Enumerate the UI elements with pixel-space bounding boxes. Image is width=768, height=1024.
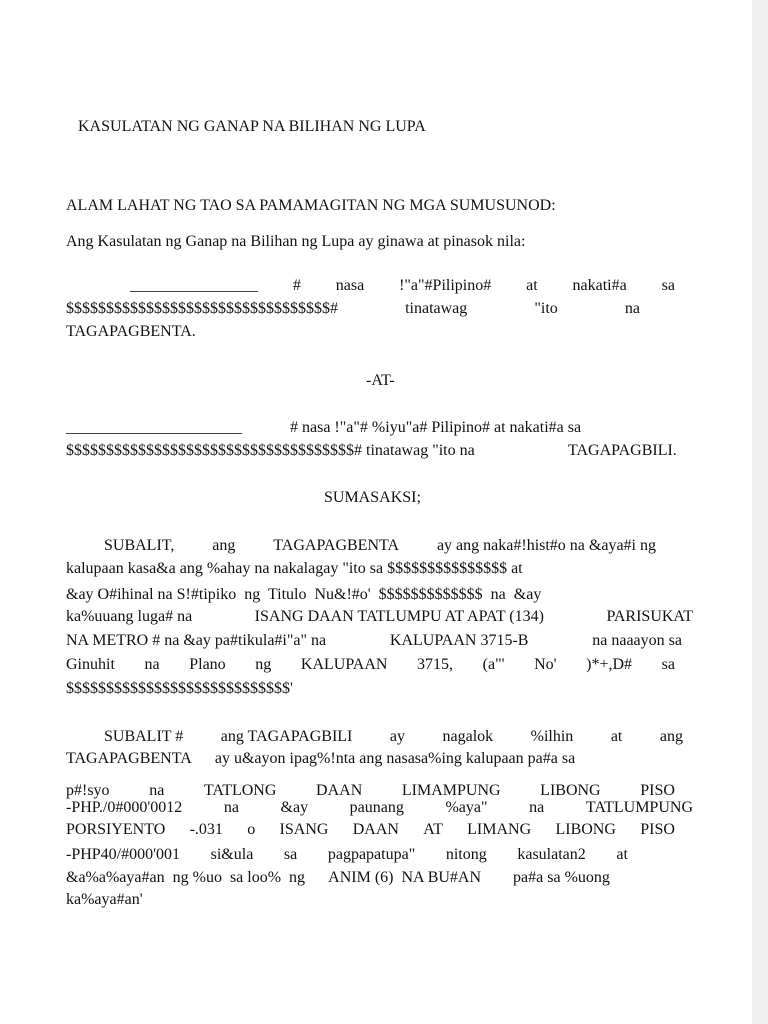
para1-line4: ka%uuang luga# na ISANG DAAN TATLUMPU AT APAT (134) PARISUKAT [66, 608, 693, 625]
party1-line1: ________________ # nasa !"a"#Pilipino# at nakati#a sa [130, 277, 675, 294]
para1-line1: SUBALIT, ang TAGAPAGBENTA ay ang naka#!hist#o na &aya#i ng [104, 537, 656, 554]
para2-line7: &a%a%aya#an ng %uo sa loo% ng ANIM (6) NA BU#AN pa#a sa %uong [66, 869, 610, 886]
para2-line5: PORSIYENTO -.031 o ISANG DAAN AT LIMANG LIBONG PISO [66, 821, 675, 838]
para2-line1: SUBALIT # ang TAGAPAGBILI ay nagalok %ilhin at ang [104, 728, 683, 745]
para2-line8: ka%aya#an' [66, 891, 143, 908]
document-title: KASULATAN NG GANAP NA BILIHAN NG LUPA [78, 118, 426, 135]
sumasaksi-heading: SUMASAKSI; [324, 489, 421, 506]
at-separator: -AT- [366, 372, 395, 389]
para1-line2: kalupaan kasa&a ang %ahay na nakalagay "ito sa $$$$$$$$$$$$$$$ at [66, 560, 523, 577]
party1-role: TAGAPAGBENTA. [66, 323, 196, 340]
party2-line2: $$$$$$$$$$$$$$$$$$$$$$$$$$$$$$$$$$$$# tinatawag "ito na [66, 442, 475, 459]
party2-line1: # nasa !"a"# %iyu"a# Pilipino# at nakati#a sa [290, 419, 582, 436]
para2-line4: -PHP./0#000'0012 na &ay paunang %aya" na TATLUMPUNG [66, 799, 693, 816]
party1-blank: ________________ [130, 277, 258, 294]
intro-line: Ang Kasulatan ng Ganap na Bilihan ng Lupa ay ginawa at pinasok nila: [66, 233, 526, 250]
para1-line6: Ginuhit na Plano ng KALUPAAN 3715, (a"' No' )*+,D# sa [66, 656, 675, 673]
intro-heading: ALAM LAHAT NG TAO SA PAMAMAGITAN NG MGA SUMUSUNOD: [66, 197, 556, 214]
party1-line2: $$$$$$$$$$$$$$$$$$$$$$$$$$$$$$$$$# tinatawag "ito na [66, 300, 640, 317]
para2-line2: TAGAPAGBENTA ay u&ayon ipag%!nta ang nasasa%ing kalupaan pa#a sa [66, 750, 576, 767]
party2-role: TAGAPAGBILI. [568, 442, 677, 459]
para2-line3: p#!syo na TATLONG DAAN LIMAMPUNG LIBONG PISO [66, 782, 675, 799]
para1-line7: $$$$$$$$$$$$$$$$$$$$$$$$$$$$' [66, 680, 293, 697]
scrollbar-track[interactable] [752, 0, 768, 1024]
para1-line3: &ay O#ihinal na S!#tipiko ng Titulo Nu&!#o' $$$$$$$$$$$$$ na &ay [66, 586, 542, 603]
party2-blank: ______________________ [66, 419, 242, 436]
para2-line6: -PHP40/#000'001 si&ula sa pagpapatupa" nitong kasulatan2 at [66, 846, 628, 863]
para1-line5: NA METRO # na &ay pa#tikula#i"a" na KALUPAAN 3715-B na naaayon sa [66, 632, 682, 649]
